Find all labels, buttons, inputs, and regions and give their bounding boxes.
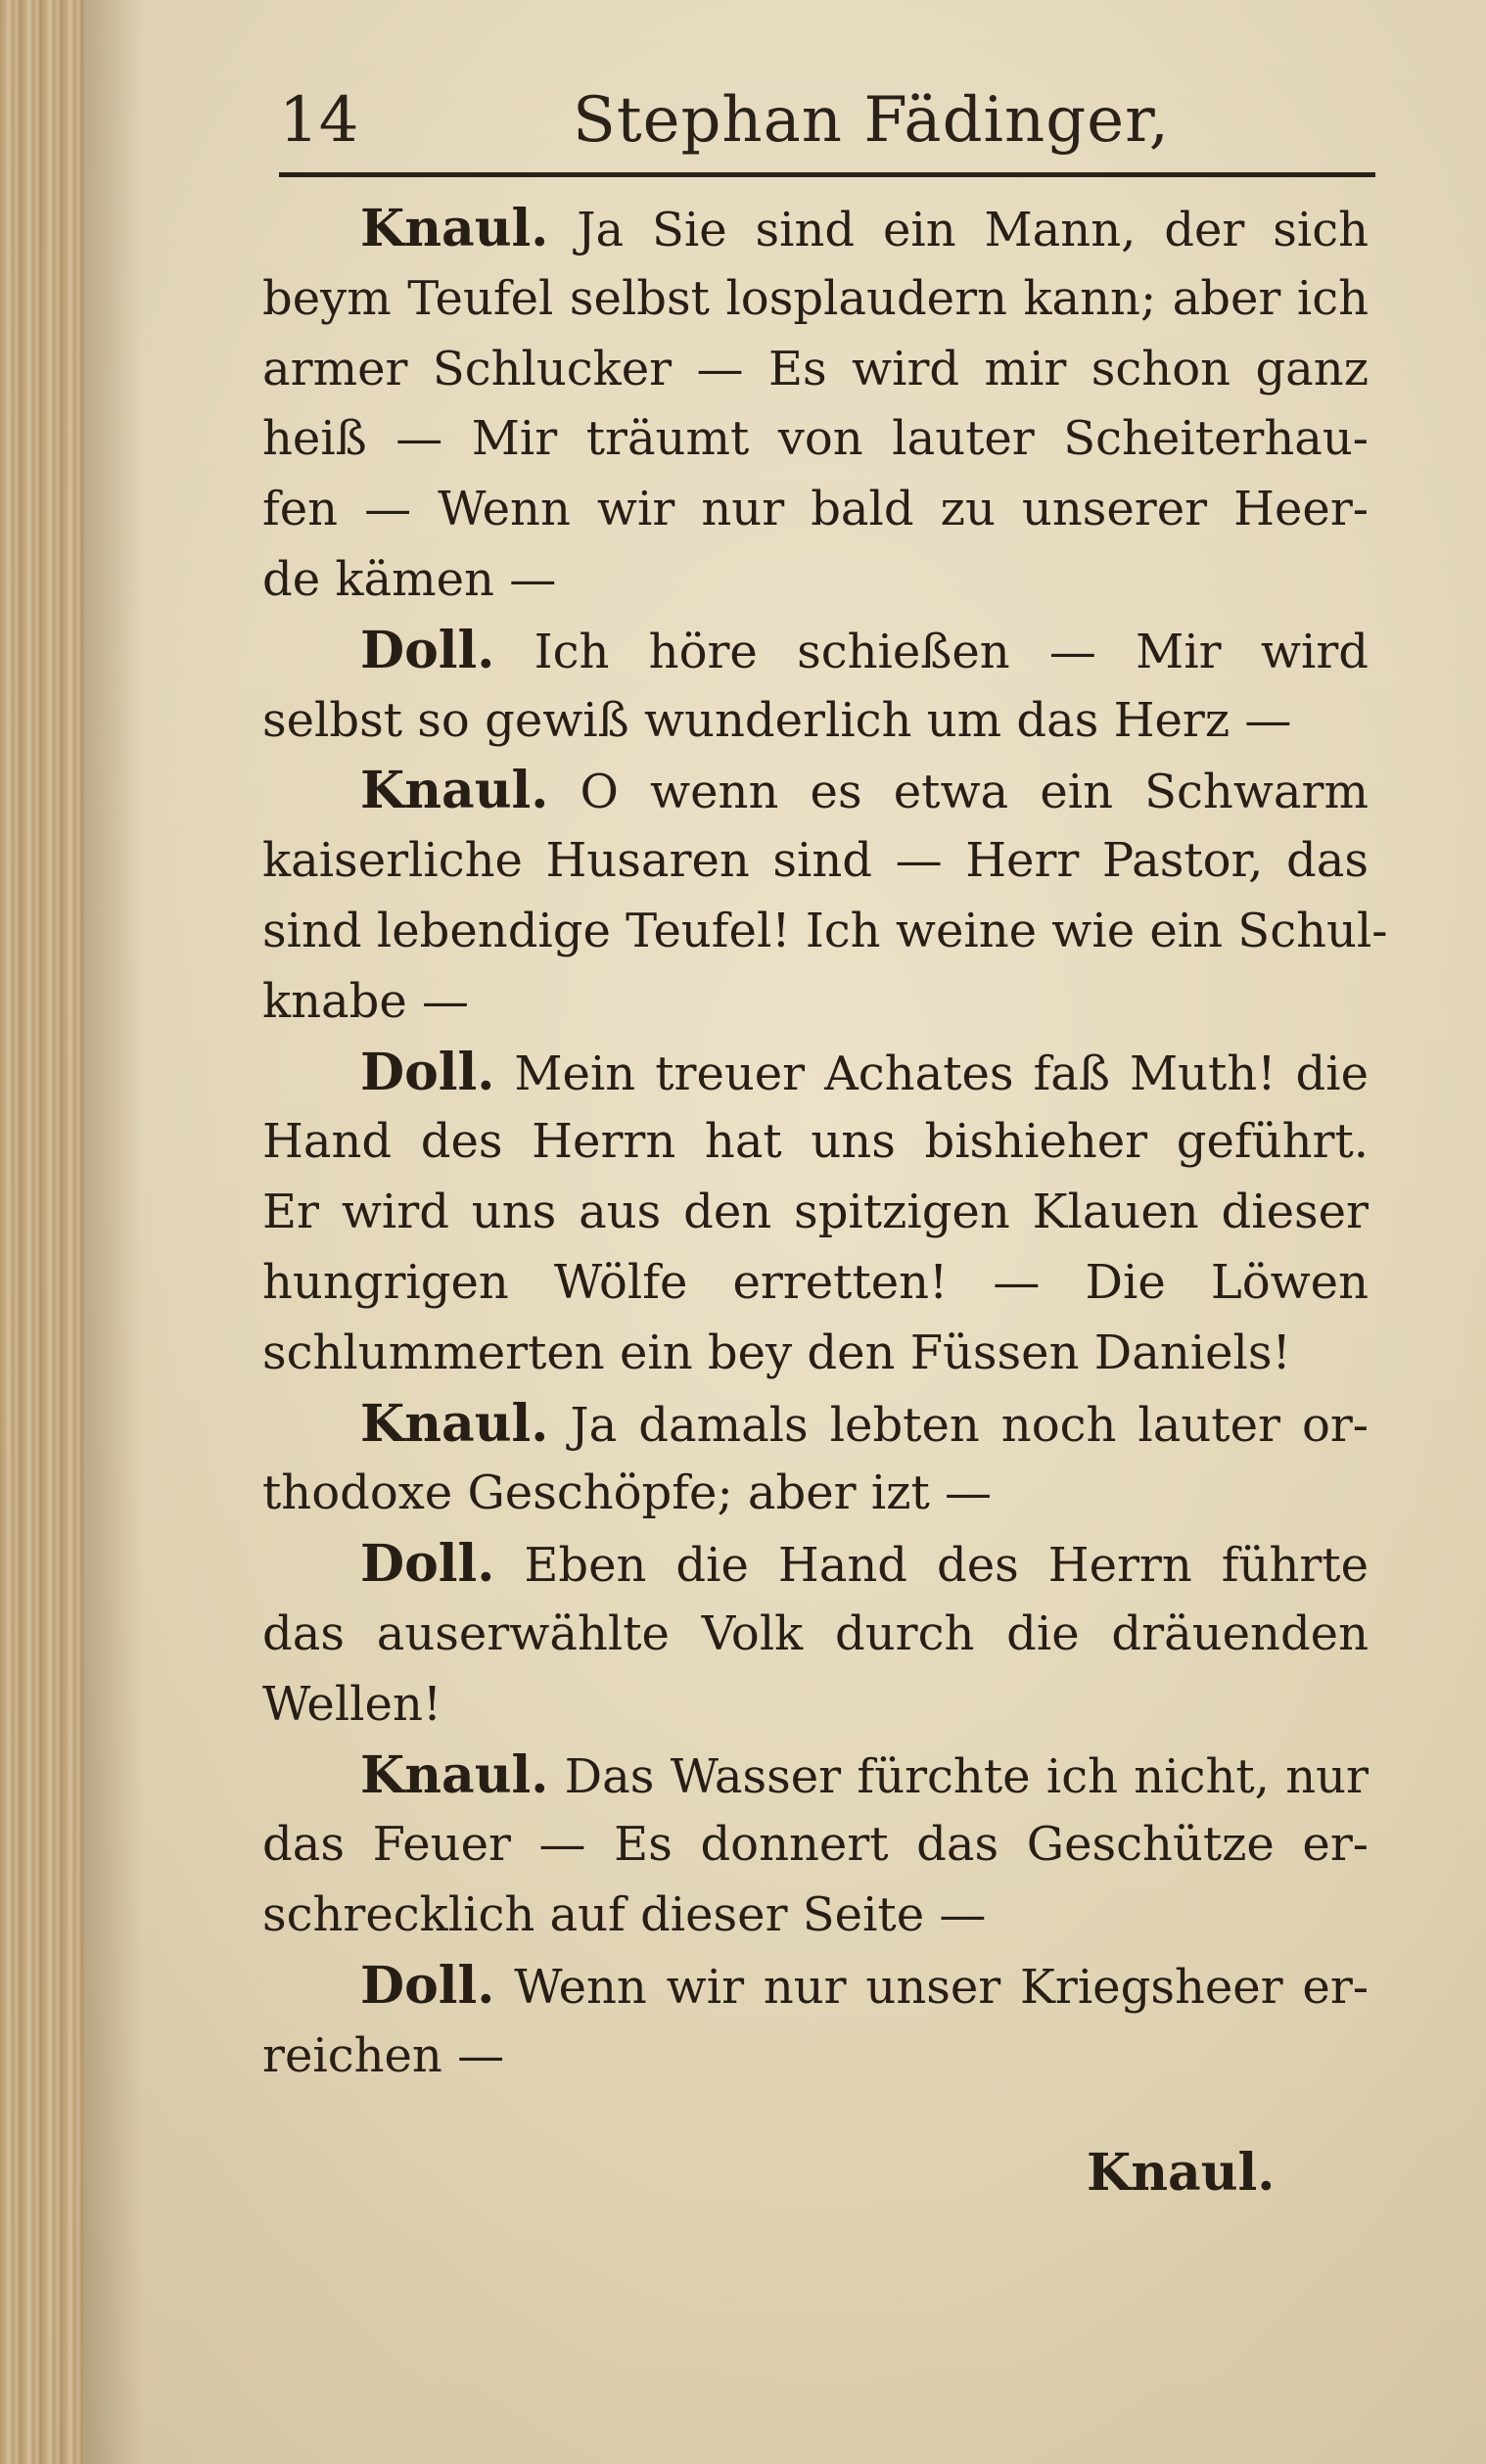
line-text: Eben die Hand des Herrn führte [494, 1538, 1369, 1594]
text-line [262, 475, 1369, 545]
text-line [262, 1881, 1369, 1951]
text-line [262, 1670, 1369, 1741]
speaker-name: Knaul. [360, 1393, 549, 1454]
line-text: Ich höre schießen — Mir wird [494, 624, 1369, 679]
text-line [262, 1107, 1369, 1178]
line-text: Ja Sie sind ein Mann, der sich [548, 203, 1369, 257]
speaker-name: Knaul. [360, 761, 549, 821]
text-line [262, 194, 1369, 264]
text-line [262, 616, 1369, 686]
line-text: thodoxe Geschöpfe; aber izt — [262, 1465, 993, 1521]
text-line [262, 1529, 1369, 1600]
text-line [262, 1389, 1369, 1460]
speaker-name: Knaul. [360, 1744, 549, 1805]
text-line [262, 897, 1388, 967]
line-text: Mein treuer Achates faß Muth! die [494, 1046, 1369, 1101]
line-text: hungrigen Wölfe erretten! — Die Löwen [262, 1254, 1369, 1310]
line-text: das auserwählte Volk durch die dräuenden [262, 1605, 1369, 1661]
gutter-shadow [84, 0, 143, 2464]
speaker-name: Doll. [360, 620, 495, 680]
page-number: 14 [279, 84, 359, 157]
text-body [262, 194, 1388, 2092]
text-line [262, 545, 1369, 616]
line-text: schrecklich auf dieser Seite — [262, 1887, 987, 1943]
page-header [279, 76, 1375, 164]
text-line [262, 1248, 1369, 1319]
line-text: schlummerten ein bey den Füssen Daniels! [262, 1325, 1291, 1380]
header-rule [279, 172, 1375, 177]
text-line [262, 1038, 1369, 1108]
text-line [262, 686, 1369, 757]
text-line [262, 264, 1369, 335]
text-line [262, 756, 1369, 826]
text-line [262, 1459, 1369, 1529]
text-line [262, 335, 1369, 405]
text-line [262, 404, 1369, 475]
text-line [262, 2022, 1369, 2092]
speaker-name: Doll. [360, 1534, 495, 1595]
line-text: Wenn wir nur unser Kriegsheer er- [494, 1959, 1369, 2015]
line-text: kaiserliche Husaren sind — Herr Pastor, das [262, 833, 1369, 889]
line-text: fen — Wenn wir nur bald zu unserer Heer- [262, 482, 1369, 537]
book-gutter [0, 0, 84, 2464]
text-line [262, 967, 1369, 1038]
speaker-name: Doll. [360, 1955, 495, 2016]
speaker-name: Doll. [360, 1042, 495, 1102]
text-line [262, 1600, 1369, 1670]
catchword: Knaul. [1087, 2143, 1276, 2203]
speaker-name: Knaul. [360, 199, 549, 258]
line-text: de kämen — [262, 551, 557, 607]
line-text: O wenn es etwa ein Schwarm [548, 765, 1369, 820]
line-text: beym Teufel selbst losplaudern kann; aber ich [262, 270, 1369, 326]
text-line [262, 1741, 1369, 1811]
line-text: Ja damals lebten noch lauter or- [548, 1397, 1369, 1453]
line-text: Er wird uns aus den spitzigen Klauen dieser [262, 1185, 1369, 1240]
running-title: Stephan Fädinger, [573, 84, 1170, 157]
line-text: das Feuer — Es donnert das Geschütze er- [262, 1817, 1369, 1873]
text-line [262, 826, 1369, 897]
line-text: heiß — Mir träumt von lauter Scheiterhau- [262, 411, 1369, 467]
text-line [262, 1951, 1369, 2022]
line-text: Das Wasser fürchte ich nicht, nur [548, 1748, 1369, 1804]
line-text: armer Schlucker — Es wird mir schon ganz [262, 341, 1369, 396]
line-text: reichen — [262, 2027, 505, 2083]
line-text: selbst so gewiß wunderlich um das Herz — [262, 692, 1292, 748]
text-line [262, 1810, 1369, 1881]
line-text: Hand des Herrn hat uns bishieher geführt. [262, 1114, 1369, 1170]
line-text: sind lebendige Teufel! Ich weine wie ein Schul- [262, 903, 1388, 958]
text-line [262, 1178, 1369, 1248]
text-line [262, 1319, 1369, 1389]
line-text: knabe — [262, 973, 470, 1029]
line-text: Wellen! [262, 1676, 442, 1732]
